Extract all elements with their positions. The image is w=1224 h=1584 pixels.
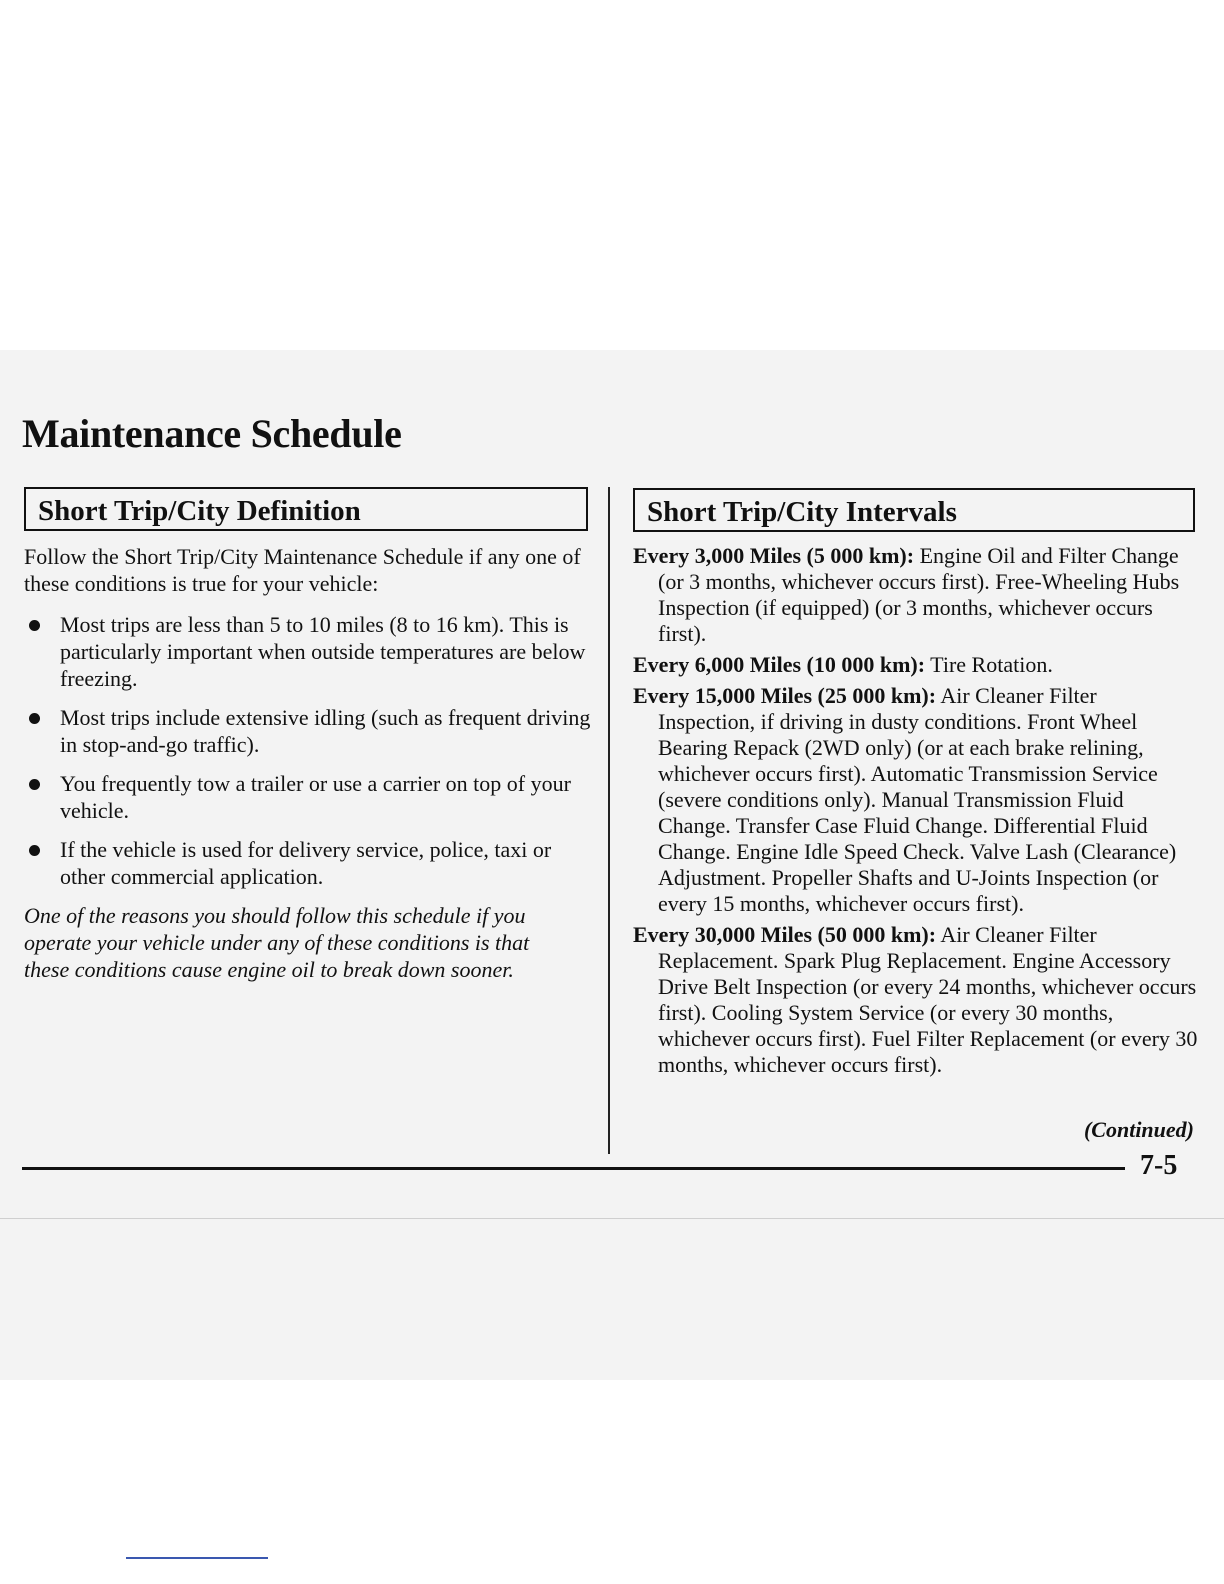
interval-3000 [633,543,1198,647]
interval-lead: Every 30,000 Miles (50 000 km): [633,922,937,947]
interval-text: Engine Oil and Filter Change (or 3 months, whichever occurs first). Free-Wheeling Hubs Inspection (if equipped) (or 3 months, whichever occurs first). [658,543,1180,646]
interval-15000 [633,683,1198,917]
interval-text: Tire Rotation. [930,652,1053,677]
condition-item [24,704,592,758]
bullet-icon [29,845,40,856]
short-trip-intervals-heading: Short Trip/City Intervals [647,496,957,528]
interval-lead: Every 6,000 Miles (10 000 km): [633,652,926,677]
condition-item [24,836,592,890]
definition-intro: Follow the Short Trip/City Maintenance Schedule if any one of these conditions is true for your vehicle: [24,544,581,596]
scan-edge-line [0,1218,1224,1219]
page-number: 7-5 [1140,1150,1178,1181]
condition-text: If the vehicle is used for delivery service, police, taxi or other commercial application. [60,837,552,889]
short-trip-definition-heading-box [24,487,588,531]
interval-text: Air Cleaner Filter Replacement. Spark Plug Replacement. Engine Accessory Drive Belt Inspection (or every 24 months, whichever occurs first). Cooling System Service (or every 30 months, whichever occurs first). Fuel Filter Replacement (or every 30 months, whichever occurs first). [658,922,1198,1077]
column-divider [608,487,610,1154]
short-trip-intervals-heading-box [633,488,1195,532]
condition-text: Most trips include extensive idling (such as frequent driving in stop-and-go traffic). [60,705,591,757]
link-underline[interactable] [126,1557,268,1559]
short-trip-definition-heading: Short Trip/City Definition [38,495,361,527]
intervals-column [633,543,1198,1083]
condition-item [24,770,592,824]
condition-text: You frequently tow a trailer or use a carrier on top of your vehicle. [60,771,571,823]
interval-lead: Every 15,000 Miles (25 000 km): [633,683,937,708]
condition-text: Most trips are less than 5 to 10 miles (8 to 16 km). This is particularly important when outside temperatures are below freezing. [60,612,586,691]
oil-breakdown-note: One of the reasons you should follow this schedule if you operate your vehicle under any of these conditions is that these conditions cause engine oil to break down sooner. [24,903,530,982]
bullet-icon [29,713,40,724]
interval-text: Air Cleaner Filter Inspection, if driving in dusty conditions. Front Wheel Bearing Repack (2WD only) (or at each brake relining, whichever occurs first). Automatic Transmission Service (severe conditions only). Manual Transmission Fluid Change. Transfer Case Fluid Change. Differential Fluid Change. Engine Idle Speed Check. Valve Lash (Clearance) Adjustment. Propeller Shafts and U-Joints Inspection (or every 15 months, whichever occurs first). [658,683,1177,916]
interval-30000 [633,922,1198,1078]
page-title: Maintenance Schedule [22,411,402,456]
conditions-list [24,611,592,890]
condition-item [24,611,592,692]
interval-lead: Every 3,000 Miles (5 000 km): [633,543,915,568]
bullet-icon [29,620,40,631]
interval-6000 [633,652,1198,678]
footer-rule [22,1167,1125,1170]
definition-column [24,543,592,983]
continued-label: (Continued) [1083,1117,1194,1142]
bullet-icon [29,779,40,790]
